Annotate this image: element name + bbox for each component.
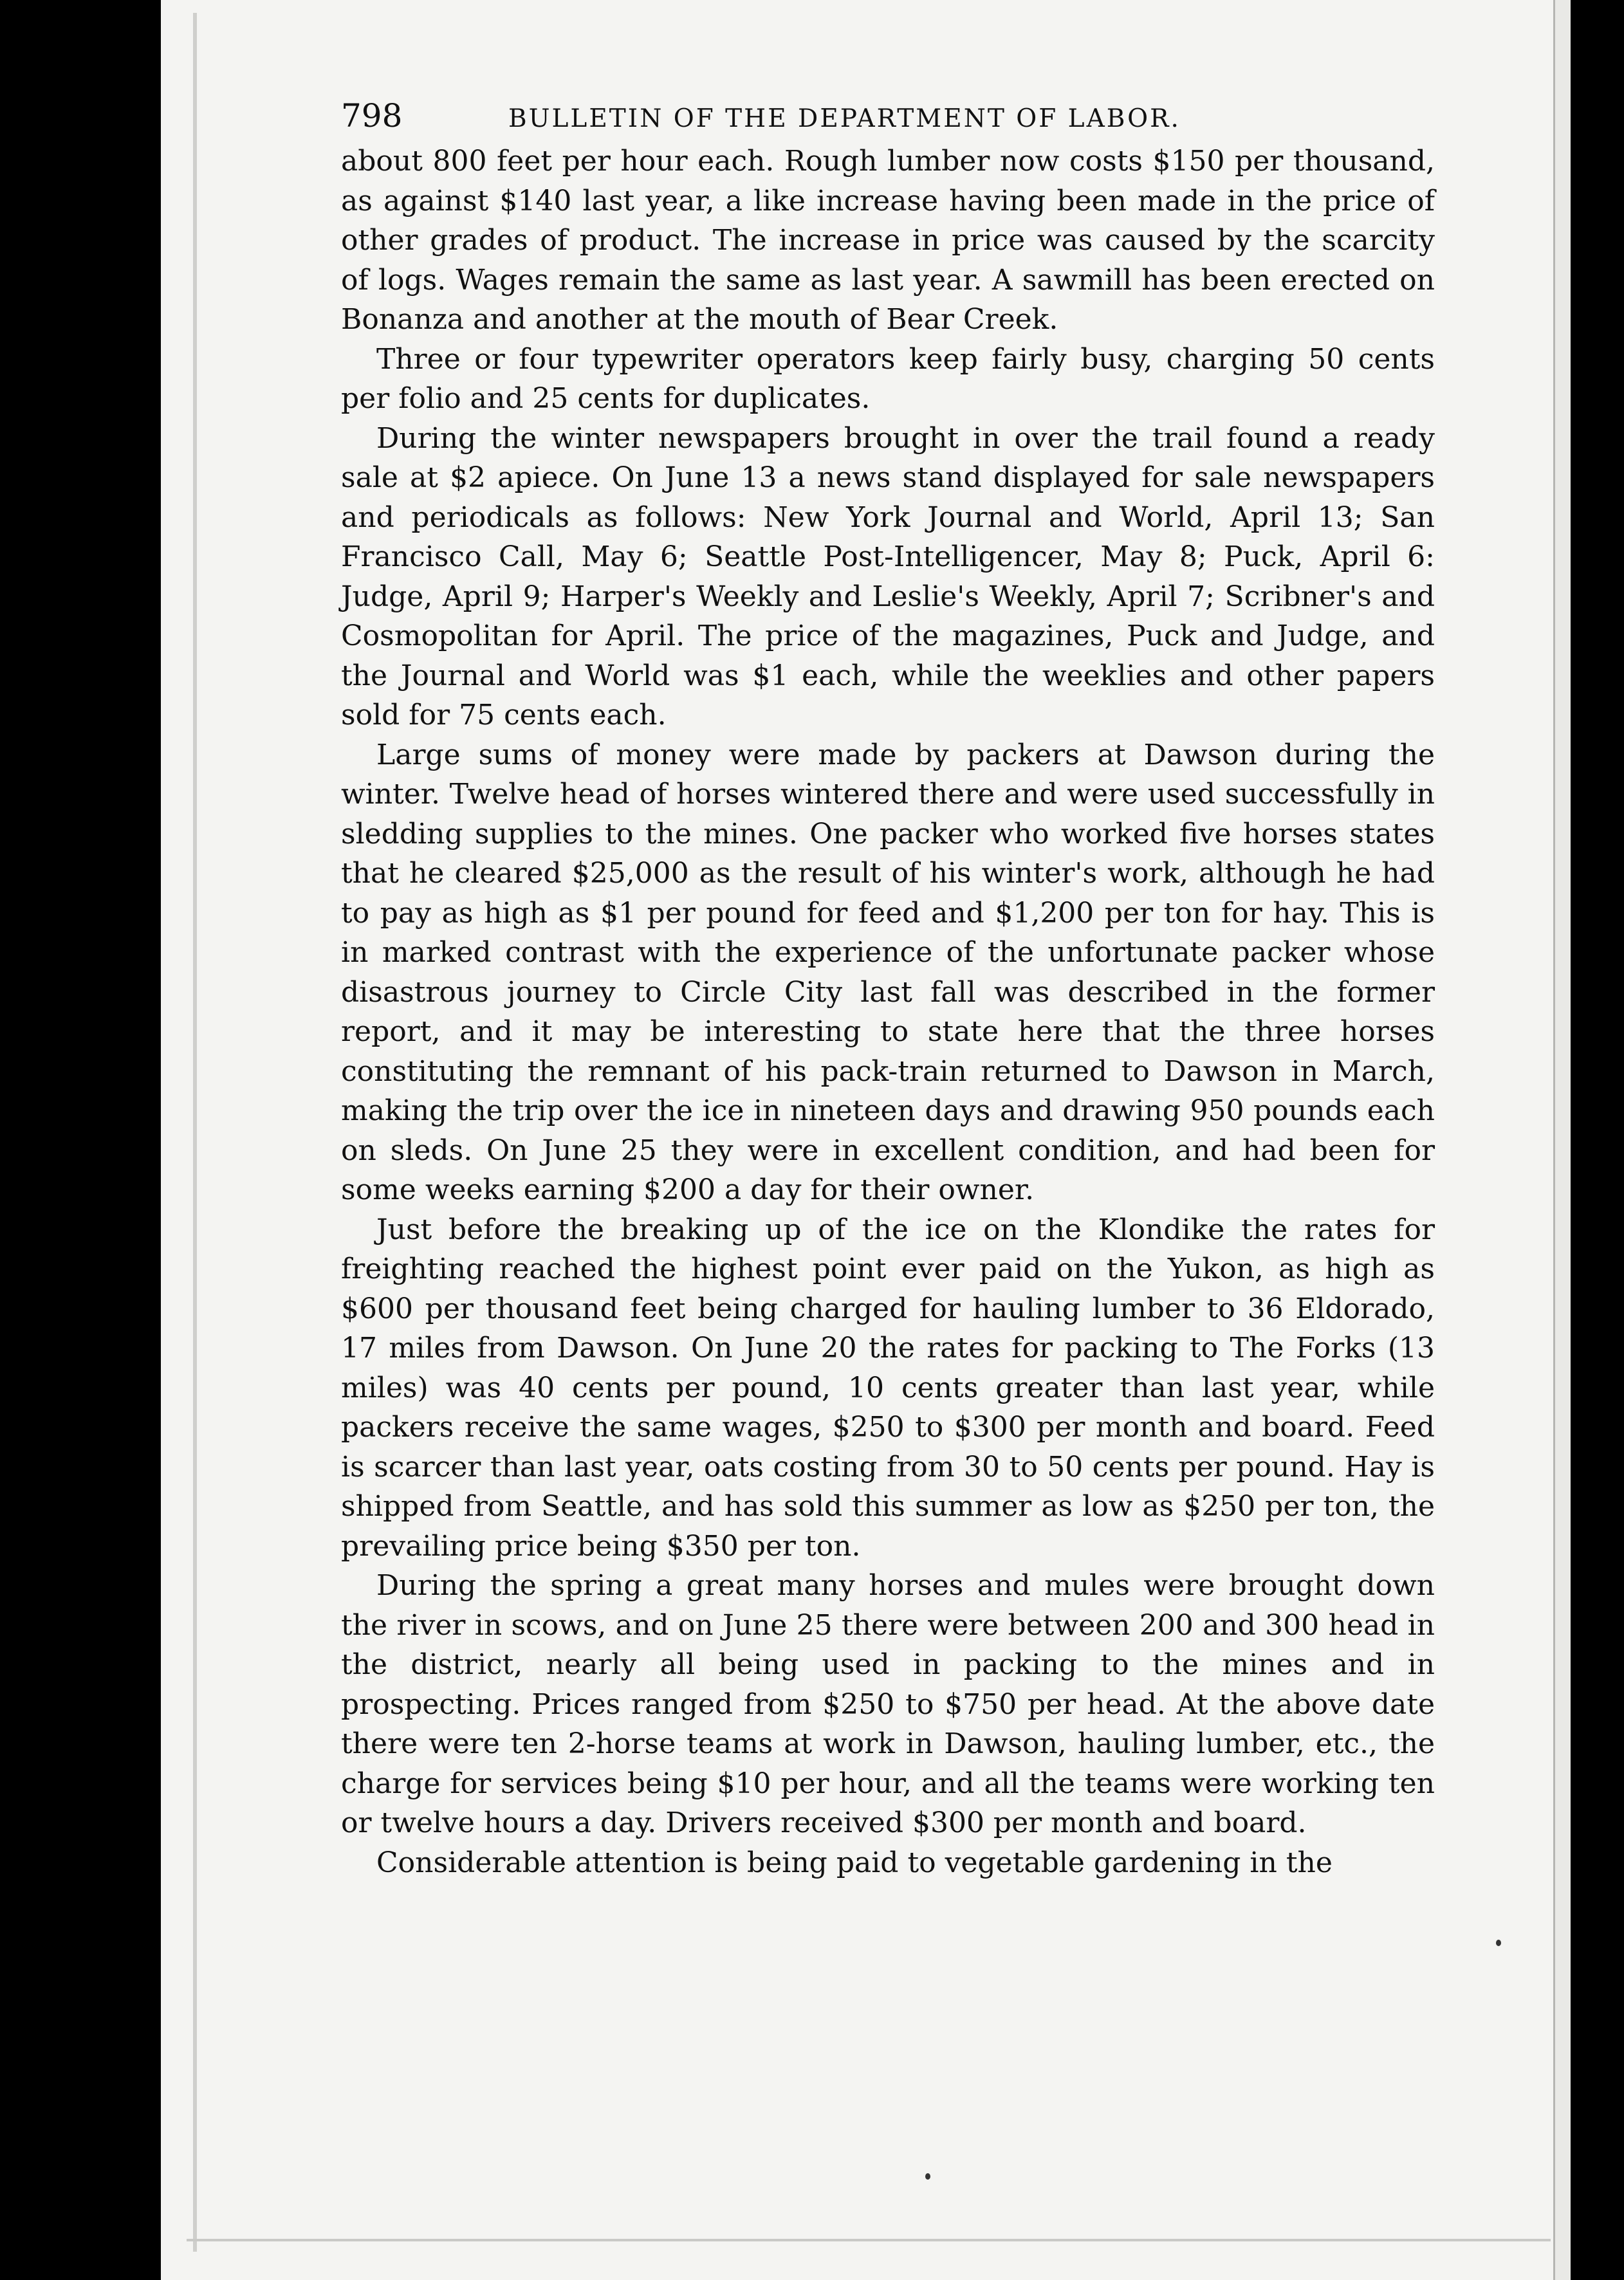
running-head	[341, 90, 1435, 142]
paragraph-horses-mules: During the spring a great many horses and mules were brought down the river in scows, and on June 25 there were between 200 and 300 head in the district, nearly all being used in packing to the mines and in prospecting. Prices ranged from $250 to $750 per head. At the above date there were ten 2-horse teams at work in Dawson, hauling lumber, etc., the charge for services being $10 per hour, and all the teams were working ten or twelve hours a day. Drivers received $300 per month and board.	[341, 1569, 1435, 1839]
paragraph-newspapers: During the winter newspapers brought in over the trail found a ready sale at $2 apiece. On June 13 a news stand displayed for sale newspapers and periodicals as follows: New York Journal and World, April 13; San Francisco Call, May 6; Seattle Post-Intelligencer, May 8; Puck, April 6: Judge, April 9; Harper's Weekly and Leslie's Weekly, April 7; Scribner's and Cosmopolitan for April. The price of the magazines, Puck and Judge, and the Journal and World was $1 each, while the weeklies and other papers sold for 75 cents each.	[341, 421, 1435, 731]
page-bottom-rule	[187, 2239, 1551, 2241]
running-title: BULLETIN OF THE DEPARTMENT OF LABOR.	[508, 104, 1181, 133]
paragraph-gardening: Considerable attention is being paid to vegetable gardening in the	[376, 1846, 1333, 1879]
page-content	[341, 90, 1435, 1882]
page-edge	[1553, 0, 1571, 2280]
paragraph-packers: Large sums of money were made by packers at Dawson during the winter. Twelve head of horses wintered there and were used successfully in sledding supplies to the mines. One packer who worked five horses states that he cleared $25,000 as the result of his winter's work, although he had to pay as high as $1 per pound for feed and $1,200 per ton for hay. This is in marked contrast with the experience of the unfortunate packer whose disastrous journey to Circle City last fall was described in the former report, and it may be interesting to state here that the three horses constituting the remnant of his pack-train returned to Dawson in March, making the trip over the ice in nineteen days and drawing 950 pounds each on sleds. On June 25 they were in excellent condition, and had been for some weeks earning $200 a day for their owner.	[341, 738, 1435, 1206]
ink-speck	[925, 2173, 930, 2180]
ink-speck	[1496, 1940, 1501, 1946]
page-margin-line	[193, 13, 197, 2252]
paragraph-typewriter: Three or four typewriter operators keep fairly busy, charging 50 cents per folio and 25 cents for duplicates.	[341, 342, 1435, 415]
paragraph-continuation: about 800 feet per hour each. Rough lumber now costs $150 per thousand, as against $140 last year, a like increase having been made in the price of other grades of product. The increase in price was caused by the scarcity of logs. Wages remain the same as last year. A sawmill has been erected on Bonanza and another at the mouth of Bear Creek.	[341, 145, 1435, 336]
paragraph-freighting: Just before the breaking up of the ice on the Klondike the rates for freighting reached the highest point ever paid on the Yukon, as high as $600 per thousand feet being charged for hauling lumber to 36 Eldorado, 17 miles from Dawson. On June 20 the rates for packing to The Forks (13 miles) was 40 cents per pound, 10 cents greater than last year, while packers receive the same wages, $250 to $300 per month and board. Feed is scarcer than last year, oats costing from 30 to 50 cents per pound. Hay is shipped from Seattle, and has sold this summer as low as $250 per ton, the prevailing price being $350 per ton.	[341, 1213, 1435, 1563]
page-number: 798	[341, 97, 403, 134]
